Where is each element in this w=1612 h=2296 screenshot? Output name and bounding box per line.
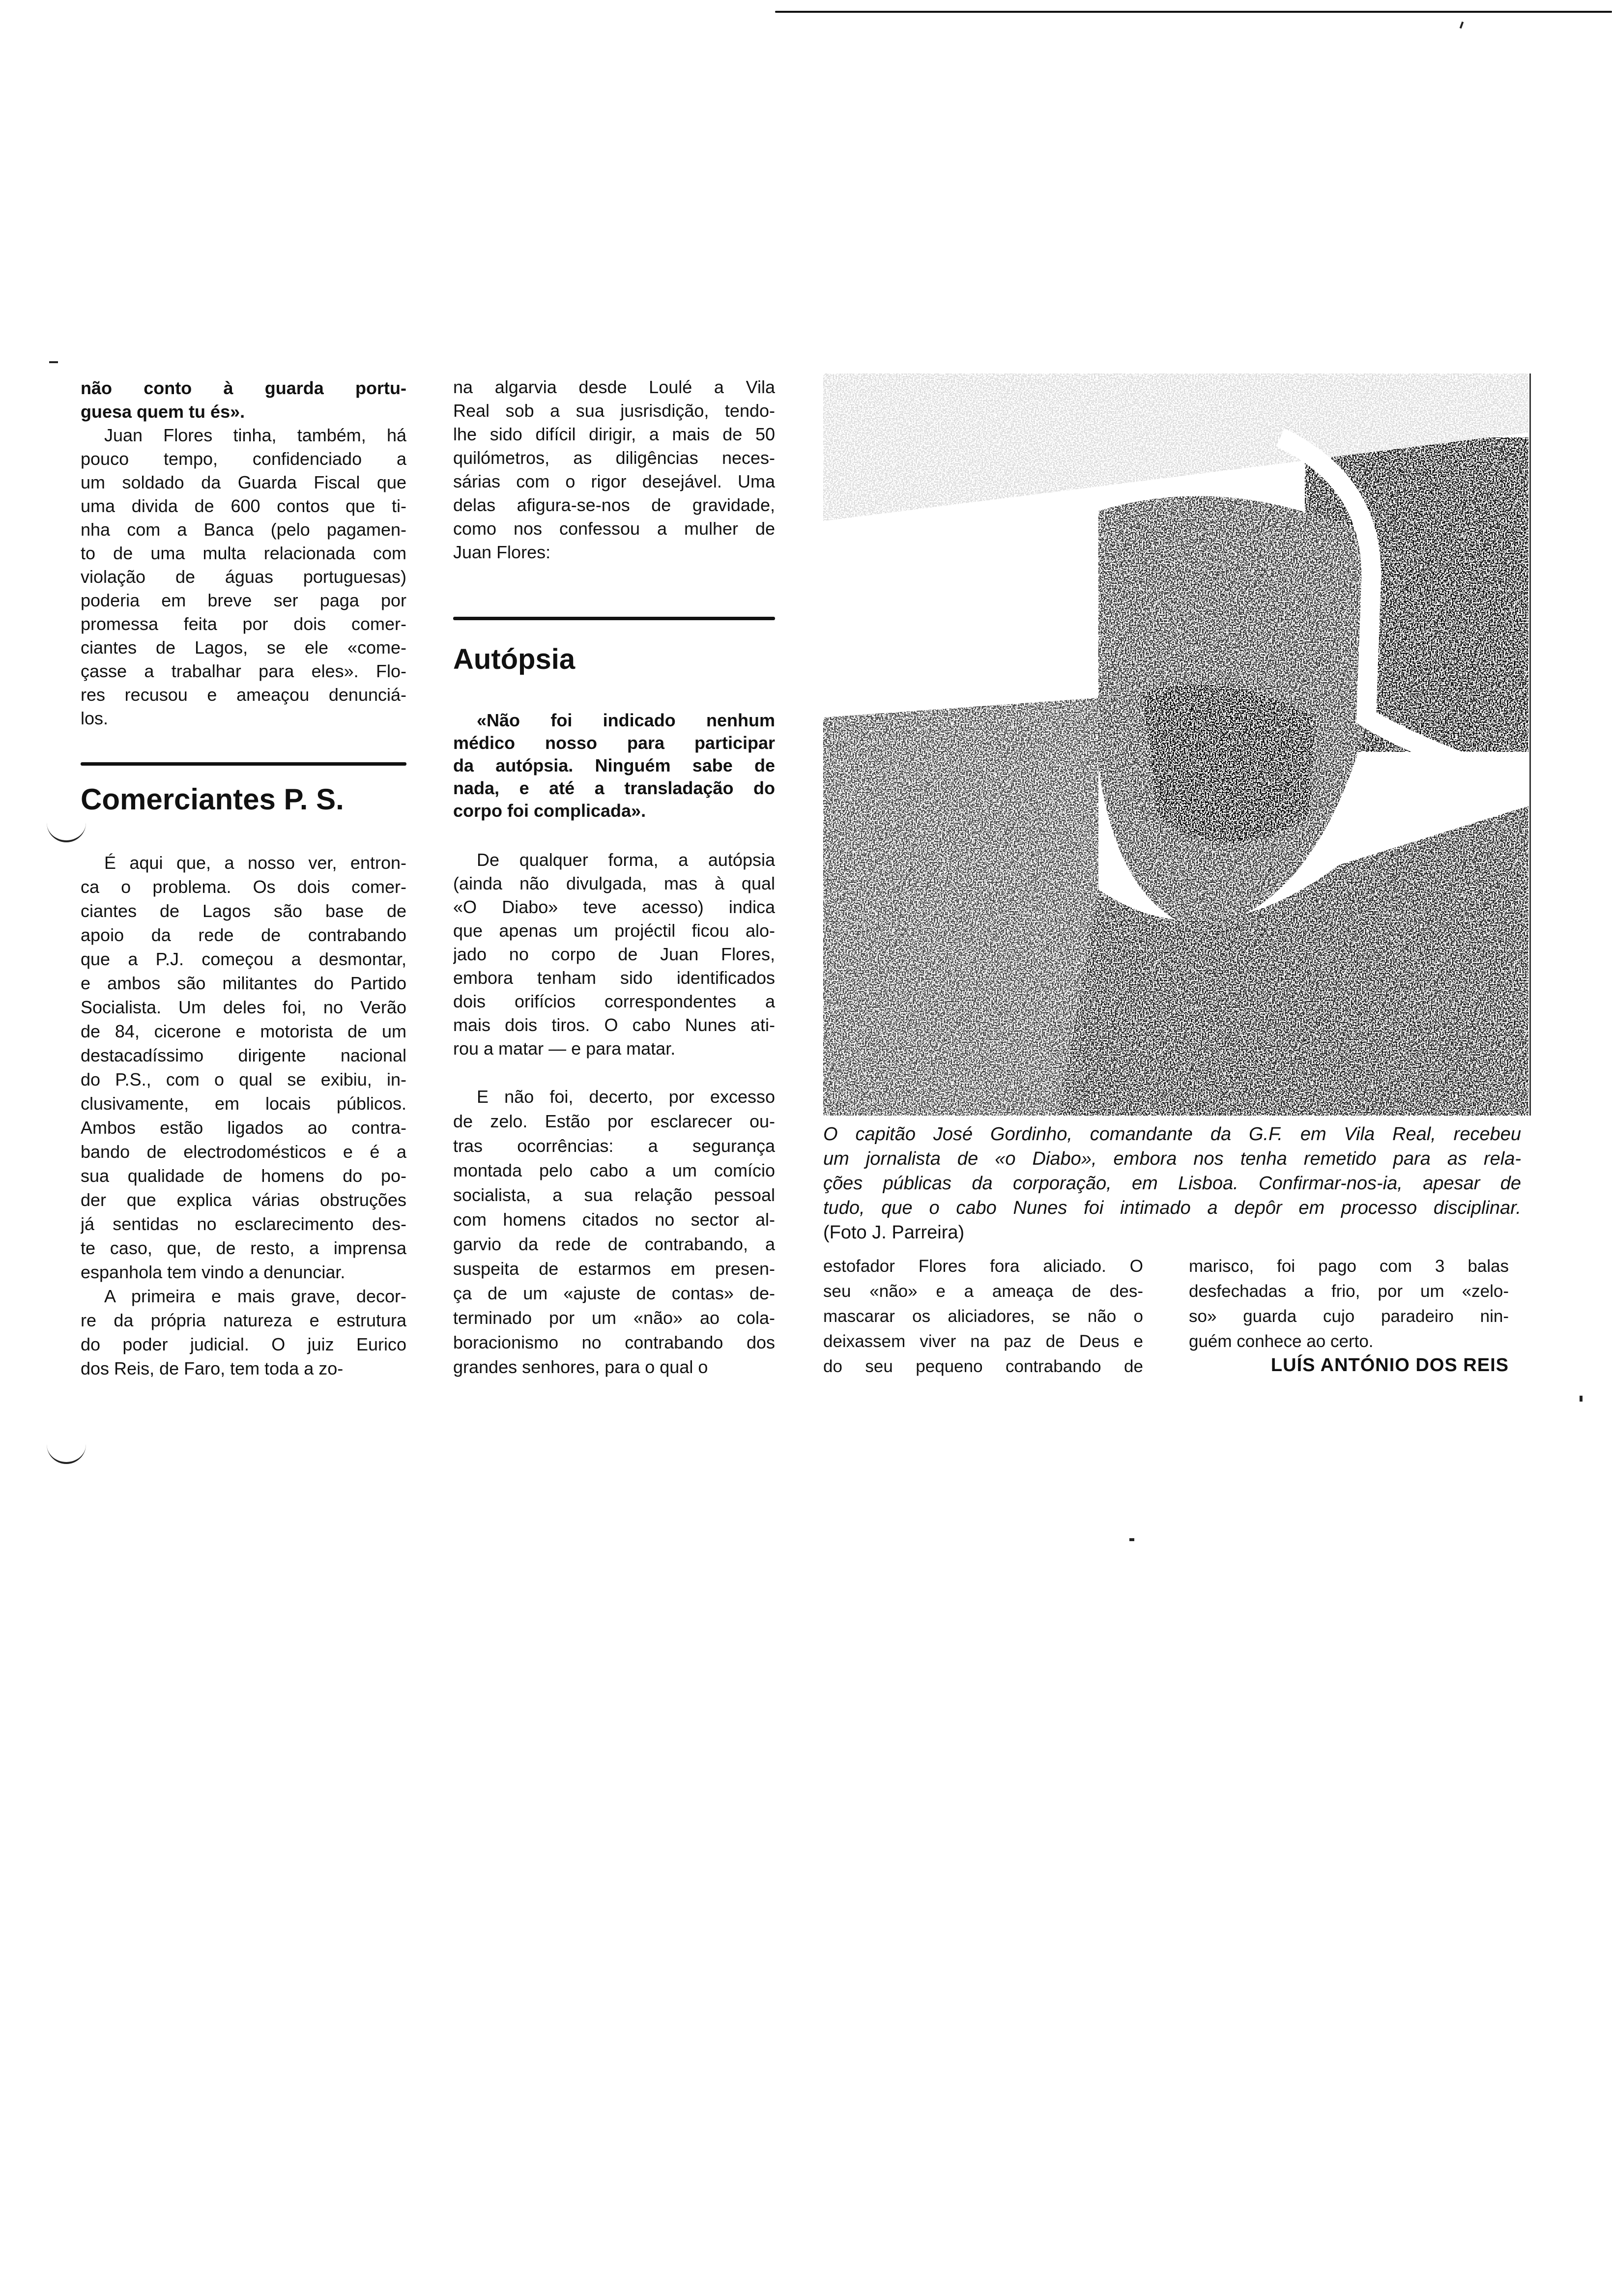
text-line: (Foto J. Parreira) [823, 1222, 965, 1243]
text-line: destacadíssimo dirigente nacional [81, 1045, 406, 1065]
text-line: E não foi, decerto, por excesso [477, 1087, 775, 1107]
text-line: guesa quem tu és». [81, 402, 245, 422]
text-line: mascarar os aliciadores, se não o [823, 1307, 1143, 1326]
margin-mark [47, 821, 86, 842]
text-line: garvio da rede de contrabando, a [453, 1234, 775, 1254]
text-line: da autópsia. Ninguém sabe de [453, 755, 775, 775]
scan-speck [1460, 22, 1464, 29]
text-line: um soldado da Guarda Fiscal que [81, 472, 406, 492]
text-line: çasse a trabalhar para eles». Flo- [81, 661, 406, 681]
text-line: suspeita de estarmos em presen- [453, 1259, 775, 1279]
text-line: ciantes de Lagos são base de [81, 901, 406, 921]
text-line: rou a matar — e para matar. [453, 1038, 676, 1059]
pull-quote [453, 709, 775, 822]
text-line: A primeira e mais grave, decor- [104, 1286, 406, 1306]
text-line: sárias com o rigor desejável. Uma [453, 471, 775, 491]
text-line: pouco tempo, confidenciado a [81, 449, 406, 469]
text-line: que a P.J. começou a desmontar, [81, 949, 406, 969]
text-line: der que explica várias obstruções [81, 1190, 406, 1210]
photo-border [1529, 373, 1531, 1116]
text-line: poderia em breve ser paga por [81, 590, 406, 610]
scan-speck [1580, 1396, 1583, 1402]
text-line: de zelo. Estão por esclarecer ou- [453, 1111, 775, 1131]
text-line: É aqui que, a nosso ver, entron- [104, 853, 406, 873]
text-line: «O Diabo» teve acesso) indica [453, 897, 775, 917]
text-line: na algarvia desde Loulé a Vila [453, 377, 775, 397]
text-line: to de uma multa relacionada com [81, 543, 406, 563]
text-line: lhe sido difícil dirigir, a mais de 50 [453, 424, 775, 444]
text-line: promessa feita por dois comer- [81, 614, 406, 634]
text-line: bando de electrodomésticos e é a [81, 1142, 406, 1162]
text-line: nada, e até a transladação do [453, 778, 775, 798]
text-line: te caso, que, de resto, a imprensa [81, 1238, 406, 1258]
text-line: los. [81, 708, 109, 728]
text-line: De qualquer forma, a autópsia [477, 850, 775, 870]
article-paragraph [81, 851, 406, 1284]
section-rule [453, 617, 775, 620]
text-line: Ambos estão ligados ao contra- [81, 1118, 406, 1138]
text-line: so» guarda cujo paradeiro nin- [1189, 1307, 1509, 1326]
text-line: grandes senhores, para o qual o [453, 1357, 708, 1377]
text-line: terminado por um «não» ao cola- [453, 1308, 775, 1328]
scan-speck [1129, 1538, 1134, 1541]
text-line: delas afigura-se-nos de gravidade, [453, 495, 775, 515]
text-line: do seu pequeno contrabando de [823, 1357, 1143, 1376]
text-line: apoio da rede de contrabando [81, 925, 406, 945]
article-paragraph [1189, 1254, 1509, 1354]
text-line: ciantes de Lagos, se ele «come- [81, 637, 406, 658]
text-line: marisco, foi pago com 3 balas [1189, 1257, 1509, 1276]
section-heading: Comerciantes P. S. [81, 783, 344, 816]
article-paragraph [453, 375, 775, 564]
text-line: de 84, cicerone e motorista de um [81, 1021, 406, 1041]
text-line: seu «não» e a ameaça de des- [823, 1282, 1143, 1301]
photo-portrait-image [823, 373, 1528, 1116]
text-line: e ambos são militantes do Partido [81, 973, 406, 993]
text-line: deixassem viver na paz de Deus e [823, 1332, 1143, 1351]
text-line: um jornalista de «o Diabo», embora nos tenha remetido para as rela- [823, 1148, 1521, 1169]
text-line: já sentidas no esclarecimento des- [81, 1214, 406, 1234]
text-line: ções públicas da corporação, em Lisboa. Confirmar-nos-ia, apesar de [823, 1173, 1521, 1194]
article-paragraph-bold [81, 376, 406, 424]
text-line: Juan Flores tinha, também, há [104, 425, 406, 445]
text-line: sua qualidade de homens do po- [81, 1166, 406, 1186]
text-line: como nos confessou a mulher de [453, 518, 775, 539]
text-line: mais dois tiros. O cabo Nunes ati- [453, 1015, 775, 1035]
text-line: corpo foi complicada». [453, 801, 646, 821]
text-line: com homens citados no sector al- [453, 1209, 775, 1230]
text-line: socialista, a sua relação pessoal [453, 1185, 775, 1205]
article-paragraph [453, 848, 775, 1061]
text-line: res recusou e ameaçou denunciá- [81, 685, 406, 705]
top-rule [775, 11, 1612, 13]
margin-mark [47, 1442, 86, 1464]
section-heading: Autópsia [453, 643, 576, 675]
text-line: desfechadas a frio, por um «zelo- [1189, 1282, 1509, 1301]
text-line: clusivamente, em locais públicos. [81, 1093, 406, 1114]
text-line: ca o problema. Os dois comer- [81, 877, 406, 897]
text-line: embora tenham sido identificados [453, 968, 775, 988]
text-line: uma divida de 600 contos que ti- [81, 496, 406, 516]
text-line: tudo, que o cabo Nunes foi intimado a depôr em processo disciplinar. [823, 1198, 1521, 1218]
text-line: jado no corpo de Juan Flores, [453, 944, 775, 964]
text-line: Juan Flores: [453, 542, 551, 562]
article-paragraph [453, 1085, 775, 1379]
text-line: O capitão José Gordinho, comandante da G.F. em Vila Real, recebeu [823, 1124, 1521, 1145]
text-line: dois orifícios correspondentes a [453, 991, 775, 1011]
text-line: do poder judicial. O juiz Eurico [81, 1334, 406, 1354]
text-line: tras ocorrências: a segurança [453, 1136, 775, 1156]
text-line: do P.S., com o qual se exibiu, in- [81, 1069, 406, 1090]
photo-caption [823, 1122, 1521, 1220]
margin-tick [49, 361, 58, 363]
author-byline: LUÍS ANTÓNIO DOS REIS [1270, 1355, 1509, 1376]
text-line: re da própria natureza e estrutura [81, 1310, 406, 1330]
text-line: nha com a Banca (pelo pagamen- [81, 519, 406, 540]
section-rule [81, 762, 406, 766]
text-line: Real sob a sua jusrisdição, tendo- [453, 401, 775, 421]
article-paragraph [81, 424, 406, 730]
text-line: estofador Flores fora aliciado. O [823, 1257, 1143, 1276]
article-paragraph [81, 1284, 406, 1380]
text-line: «Não foi indicado nenhum [477, 710, 775, 730]
article-paragraph [823, 1254, 1143, 1379]
text-line: violação de águas portuguesas) [81, 567, 406, 587]
photo [823, 373, 1528, 1116]
text-line: dos Reis, de Faro, tem toda a zo- [81, 1358, 344, 1378]
text-line: espanhola tem vindo a denunciar. [81, 1262, 345, 1282]
text-line: montada pelo cabo a um comício [453, 1160, 775, 1180]
text-line: não conto à guarda portu- [81, 378, 406, 398]
text-line: guém conhece ao certo. [1189, 1332, 1374, 1351]
text-line: boracionismo no contrabando dos [453, 1332, 775, 1352]
text-line: quilómetros, as diligências neces- [453, 448, 775, 468]
text-line: Socialista. Um deles foi, no Verão [81, 997, 406, 1017]
photo-credit [823, 1220, 1521, 1245]
text-line: que apenas um projéctil ficou alo- [453, 920, 775, 941]
text-line: ça de um «ajuste de contas» de- [453, 1283, 775, 1303]
text-line: médico nosso para participar [453, 733, 775, 753]
text-line: (ainda não divulgada, mas à qual [453, 873, 775, 893]
